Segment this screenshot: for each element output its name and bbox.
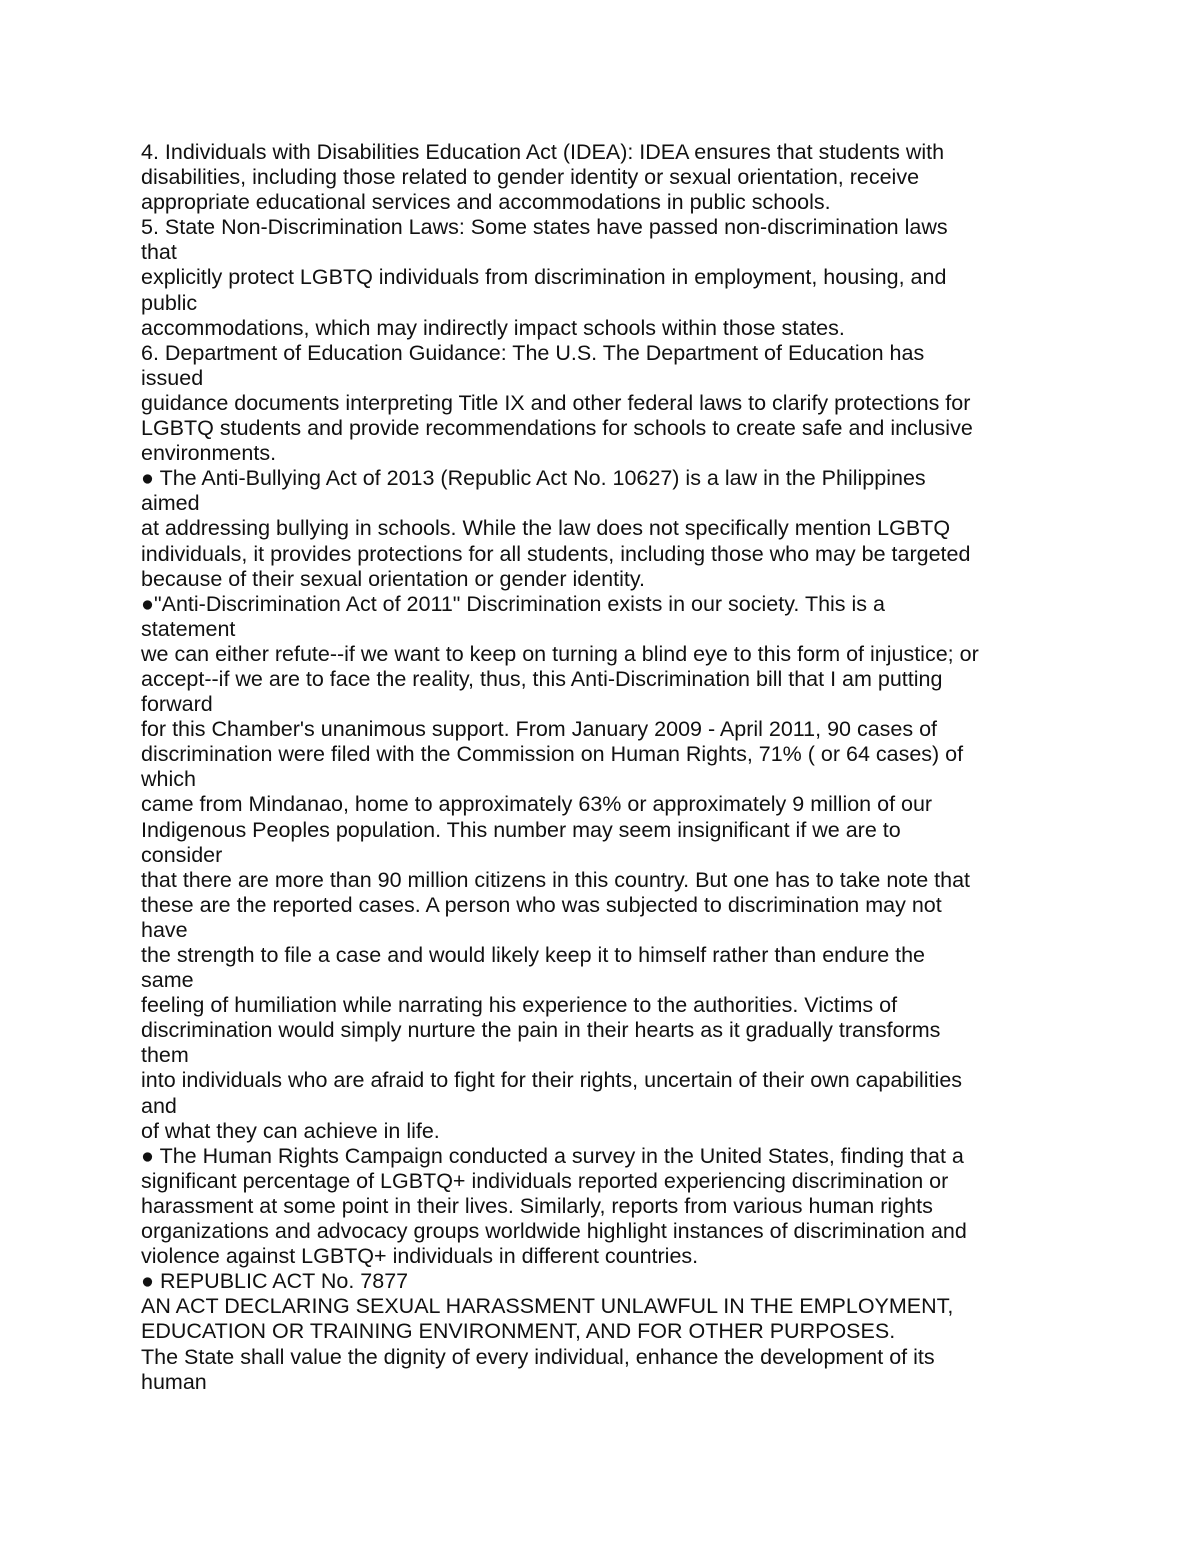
text-line: these are the reported cases. A person who was subjected to discrimination may not — [141, 892, 942, 917]
text-line: that — [141, 240, 177, 265]
text-line: significant percentage of LGBTQ+ individuals reported experiencing discrimination or — [141, 1168, 949, 1193]
text-line: EDUCATION OR TRAINING ENVIRONMENT, AND FOR OTHER PURPOSES. — [141, 1319, 896, 1344]
text-line: individuals, it provides protections for all students, including those who may be targeted — [141, 541, 971, 566]
text-line: LGBTQ students and provide recommendations for schools to create safe and inclusive — [141, 416, 973, 441]
text-line: have — [141, 917, 188, 942]
text-line: The State shall value the dignity of every individual, enhance the development of its — [141, 1344, 935, 1369]
text-line: because of their sexual orientation or gender identity. — [141, 566, 645, 591]
text-line: disabilities, including those related to gender identity or sexual orientation, receive — [141, 165, 920, 190]
text-line: 6. Department of Education Guidance: The U.S. The Department of Education has — [141, 340, 925, 365]
document-text — [141, 140, 1181, 1395]
text-line: Indigenous Peoples population. This number may seem insignificant if we are to — [141, 817, 901, 842]
text-line: issued — [141, 365, 204, 390]
text-line: organizations and advocacy groups worldwide highlight instances of discrimination and — [141, 1219, 967, 1244]
text-line: of what they can achieve in life. — [141, 1118, 440, 1143]
text-line: came from Mindanao, home to approximately 63% or approximately 9 million of our — [141, 792, 933, 817]
text-line: discrimination would simply nurture the pain in their hearts as it gradually transforms — [141, 1018, 941, 1043]
text-line: explicitly protect LGBTQ individuals from discrimination in employment, housing, and — [141, 265, 947, 290]
text-line: for this Chamber's unanimous support. From January 2009 - April 2011, 90 cases of — [141, 717, 938, 742]
text-line: accept--if we are to face the reality, thus, this Anti-Discrimination bill that I am putting — [141, 666, 943, 691]
text-line: we can either refute--if we want to keep on turning a blind eye to this form of injustice; or — [141, 641, 979, 666]
text-line: ● The Anti-Bullying Act of 2013 (Republic Act No. 10627) is a law in the Philippines — [141, 466, 926, 491]
text-line: at addressing bullying in schools. While the law does not specifically mention LGBTQ — [141, 516, 951, 541]
text-line: accommodations, which may indirectly impact schools within those states. — [141, 315, 845, 340]
text-line: guidance documents interpreting Title IX and other federal laws to clarify protections for — [141, 390, 971, 415]
text-line: aimed — [141, 491, 200, 516]
text-line: appropriate educational services and accommodations in public schools. — [141, 190, 831, 215]
text-line: ●"Anti-Discrimination Act of 2011" Discrimination exists in our society. This is a — [141, 591, 885, 616]
text-line: 5. State Non-Discrimination Laws: Some states have passed non-discrimination laws — [141, 215, 948, 240]
text-line: ● REPUBLIC ACT No. 7877 — [141, 1269, 409, 1294]
text-line: public — [141, 290, 198, 315]
text-line: discrimination were filed with the Commission on Human Rights, 71% ( or 64 cases) of — [141, 742, 964, 767]
text-line: into individuals who are afraid to fight for their rights, uncertain of their own capabilities — [141, 1068, 963, 1093]
text-line: harassment at some point in their lives. Similarly, reports from various human rights — [141, 1193, 933, 1218]
text-line: ● The Human Rights Campaign conducted a survey in the United States, finding that a — [141, 1143, 964, 1168]
text-line: 4. Individuals with Disabilities Education Act (IDEA): IDEA ensures that students with — [141, 140, 945, 164]
text-line: AN ACT DECLARING SEXUAL HARASSMENT UNLAWFUL IN THE EMPLOYMENT, — [141, 1294, 954, 1319]
text-line: environments. — [141, 441, 277, 466]
text-line: same — [141, 968, 194, 993]
text-line: violence against LGBTQ+ individuals in different countries. — [141, 1244, 699, 1269]
text-line: feeling of humiliation while narrating his experience to the authorities. Victims of — [141, 993, 898, 1018]
text-line: and — [141, 1093, 177, 1118]
text-line: statement — [141, 616, 236, 641]
text-line: which — [141, 767, 196, 792]
text-line: forward — [141, 692, 213, 717]
text-line: consider — [141, 842, 223, 867]
text-line: the strength to file a case and would likely keep it to himself rather than endure the — [141, 943, 926, 967]
text-line: human — [141, 1369, 207, 1394]
text-line: them — [141, 1043, 189, 1068]
text-line: that there are more than 90 million citizens in this country. But one has to take note that — [141, 867, 971, 892]
